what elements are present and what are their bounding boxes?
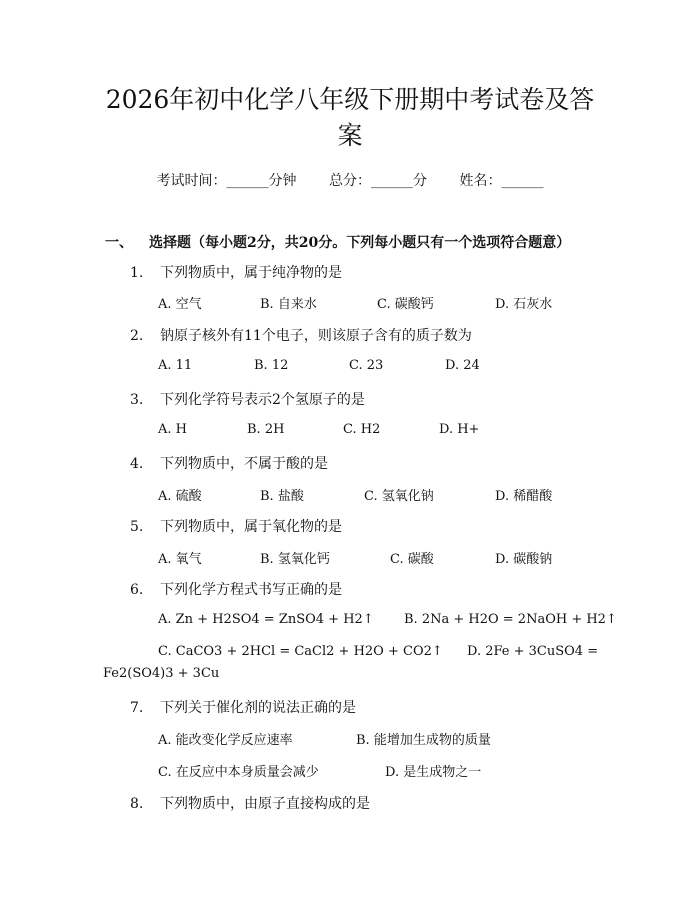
q4-option-c: C. 氢氧化钠: [364, 489, 434, 504]
q6-option-a: A. Zn + H2SO4 = ZnSO4 + H2↑: [158, 612, 374, 627]
question-4: [130, 453, 328, 473]
q5-option-b: B. 氢氧化钙: [260, 552, 330, 567]
q4-option-b: B. 盐酸: [260, 489, 304, 504]
question-2: [130, 325, 472, 345]
q7-option-c: C. 在反应中本身质量会减少: [158, 765, 319, 780]
q7-option-b: B. 能增加生成物的质量: [356, 733, 491, 748]
q3-option-b: B. 2H: [247, 422, 285, 437]
exam-title: [95, 82, 605, 154]
question-number: 5.: [130, 519, 144, 535]
question-text: 钠原子核外有11个电子，则该原子含有的质子数为: [160, 328, 472, 344]
question-text: 下列物质中，不属于酸的是: [160, 456, 328, 472]
q6-option-d-continued: Fe2(SO4)3 + 3Cu: [103, 666, 220, 681]
question-7: [130, 697, 356, 717]
section-heading: [105, 232, 570, 252]
question-number: 2.: [130, 328, 144, 344]
q2-option-b: B. 12: [254, 358, 289, 373]
exam-name: 姓名：______: [459, 173, 544, 189]
q7-option-a: A. 能改变化学反应速率: [158, 733, 293, 748]
q6-option-c: C. CaCO3 + 2HCl = CaCl2 + H2O + CO2↑: [158, 644, 443, 659]
question-number: 4.: [130, 456, 144, 472]
q2-option-d: D. 24: [445, 358, 480, 373]
question-number: 8.: [130, 796, 144, 812]
question-text: 下列物质中，属于氧化物的是: [160, 519, 342, 535]
q6-option-d: D. 2Fe + 3CuSO4 =: [467, 644, 599, 659]
q3-option-d: D. H+: [439, 422, 480, 437]
q1-option-a: A. 空气: [158, 297, 202, 312]
question-number: 7.: [130, 700, 144, 716]
q4-option-a: A. 硫酸: [158, 489, 202, 504]
question-text: 下列物质中，属于纯净物的是: [160, 265, 342, 281]
q7-option-d: D. 是生成物之一: [385, 765, 482, 780]
exam-info: [0, 170, 700, 190]
question-number: 3.: [130, 392, 144, 408]
question-6: [130, 579, 342, 599]
question-8: [130, 793, 370, 813]
q2-option-c: C. 23: [349, 358, 384, 373]
q2-option-a: A. 11: [158, 358, 193, 373]
q1-option-b: B. 自来水: [260, 297, 317, 312]
title-line-2: 案: [337, 121, 363, 150]
q3-option-a: A. H: [158, 422, 187, 437]
question-text: 下列化学方程式书写正确的是: [160, 582, 342, 598]
question-3: [130, 389, 365, 409]
q4-option-d: D. 稀醋酸: [495, 489, 553, 504]
section-text: 选择题（每小题2分，共20分。下列每小题只有一个选项符合题意）: [149, 235, 571, 251]
exam-score: 总分：______分: [329, 173, 427, 189]
question-text: 下列化学符号表示2个氢原子的是: [160, 392, 365, 408]
question-text: 下列物质中，由原子直接构成的是: [160, 796, 370, 812]
question-number: 6.: [130, 582, 144, 598]
exam-time: 考试时间：______分钟: [156, 173, 297, 189]
q6-option-b: B. 2Na + H2O = 2NaOH + H2↑: [404, 612, 617, 627]
q5-option-a: A. 氧气: [158, 552, 202, 567]
question-number: 1.: [130, 265, 144, 281]
question-text: 下列关于催化剂的说法正确的是: [160, 700, 356, 716]
q1-option-c: C. 碳酸钙: [377, 297, 434, 312]
title-line-1: 2026年初中化学八年级下册期中考试卷及答: [105, 85, 595, 114]
q1-option-d: D. 石灰水: [495, 297, 553, 312]
question-1: [130, 262, 342, 282]
section-number: 一、: [105, 235, 133, 251]
question-5: [130, 516, 342, 536]
q5-option-c: C. 碳酸: [390, 552, 434, 567]
q3-option-c: C. H2: [343, 422, 381, 437]
q5-option-d: D. 碳酸钠: [495, 552, 553, 567]
